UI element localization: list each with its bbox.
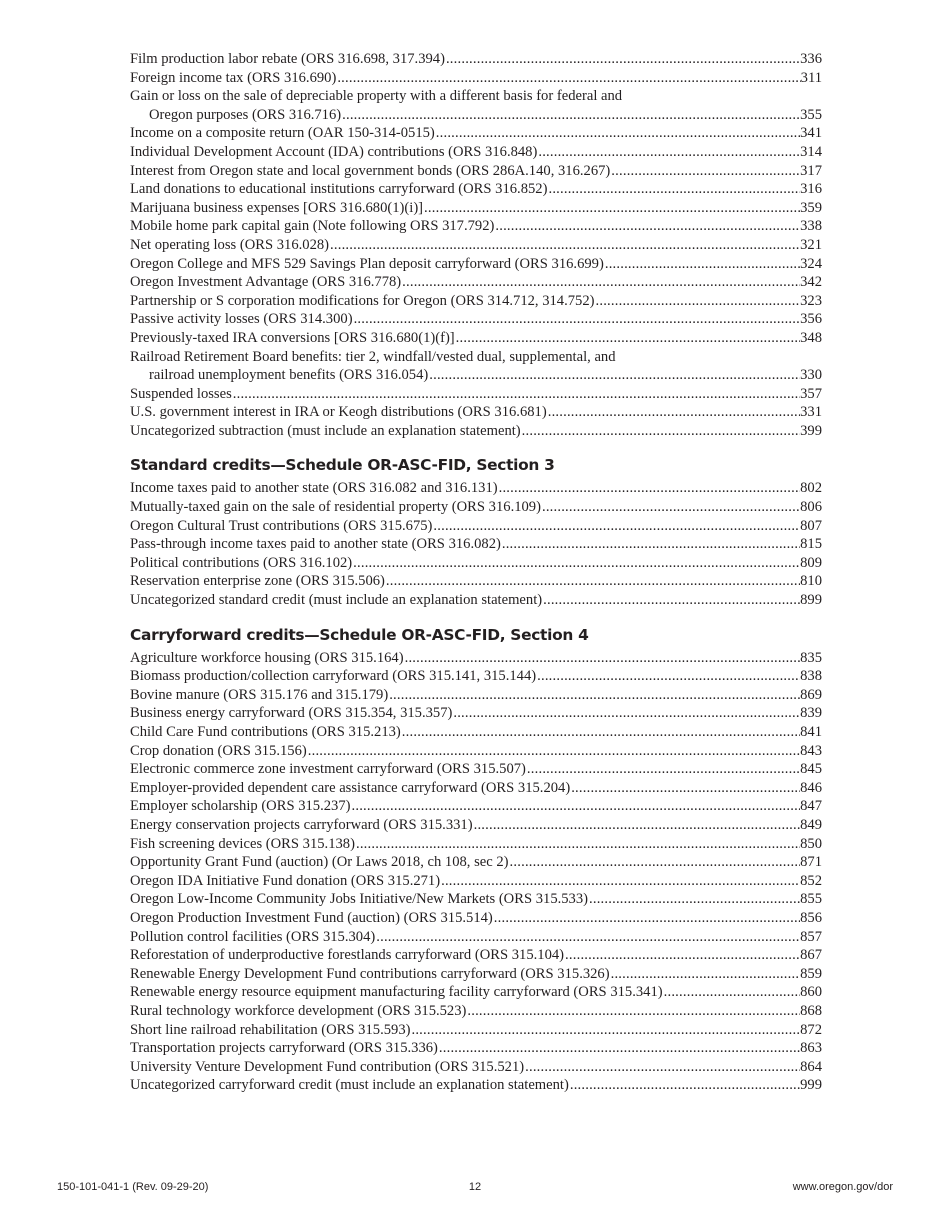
list-item-code: 314 [800, 143, 822, 160]
list-item [130, 217, 822, 236]
list-item-label: Uncategorized carryforward credit (must include an explanation statement) [130, 1077, 569, 1094]
dot-leader [588, 890, 800, 909]
dot-leader [547, 180, 800, 199]
list-item-label: Marijuana business expenses [ORS 316.680(1)(i)] [130, 199, 424, 216]
list-item-code: 999 [800, 1077, 822, 1094]
list-item [130, 106, 822, 125]
list-item [130, 69, 822, 88]
form-number: 150-101-041-1 (Rev. 09-29-20) [57, 1181, 209, 1193]
list-item-code: 847 [800, 798, 822, 815]
list-item-label: Crop donation (ORS 315.156) [130, 742, 307, 759]
list-item [130, 928, 822, 947]
dot-leader [541, 498, 800, 517]
list-item-label: Oregon Investment Advantage (ORS 316.778) [130, 274, 402, 291]
dot-leader [610, 965, 801, 984]
dot-leader [351, 797, 801, 816]
list-item-label: Oregon IDA Initiative Fund donation (ORS 315.271) [130, 872, 441, 889]
list-item-code: 845 [800, 761, 822, 778]
list-item-code: 869 [800, 686, 822, 703]
dot-leader [526, 760, 800, 779]
dot-leader [452, 704, 800, 723]
standard-credits-list [130, 479, 822, 609]
list-item-code: 336 [800, 51, 822, 67]
list-item-label: University Venture Development Fund contribution (ORS 315.521) [130, 1058, 525, 1075]
list-item [130, 180, 822, 199]
list-item-code: 316 [800, 181, 822, 198]
list-item-label: Previously-taxed IRA conversions [ORS 316.680(1)(f)] [130, 329, 455, 346]
list-item-code: 843 [800, 742, 822, 759]
list-item-label: Uncategorized subtraction (must include an explanation statement) [130, 422, 521, 439]
list-item-code: 839 [800, 705, 822, 722]
carryforward-credits-heading: Carryforward credits—Schedule OR-ASC-FID, Section 4 [130, 625, 589, 644]
list-item-label: Income on a composite return (OAR 150-314-0515) [130, 125, 435, 142]
list-item-label: Suspended losses [130, 385, 232, 402]
list-item [130, 554, 822, 573]
list-item [130, 517, 822, 536]
list-item-code: 338 [800, 218, 822, 235]
list-item-code: 846 [800, 779, 822, 796]
list-item-label: Oregon purposes (ORS 316.716) [149, 106, 342, 123]
list-item-code: 841 [800, 724, 822, 740]
dot-leader [595, 292, 801, 311]
list-item-code: 850 [800, 835, 822, 852]
list-item-code: 348 [800, 329, 822, 346]
dot-leader [388, 686, 800, 705]
dot-leader [610, 162, 800, 181]
list-item [130, 723, 822, 742]
list-item [130, 667, 822, 686]
list-item-code: 341 [800, 125, 822, 142]
list-item [130, 797, 822, 816]
dot-leader [375, 928, 800, 947]
dot-leader [569, 1076, 800, 1095]
dot-leader [355, 835, 800, 854]
list-item-label: Renewable Energy Development Fund contributions carryforward (ORS 315.326) [130, 965, 610, 982]
list-item-code: 321 [800, 236, 822, 253]
list-item-code: 838 [800, 668, 822, 685]
list-item [130, 236, 822, 255]
list-item-label: Oregon Low-Income Community Jobs Initiative/New Markets (ORS 315.533) [130, 891, 589, 908]
list-item [130, 779, 822, 798]
dot-leader [493, 909, 800, 928]
list-item-label: U.S. government interest in IRA or Keogh distributions (ORS 316.681) [130, 404, 547, 421]
list-item-label: Employer-provided dependent care assistance carryforward (ORS 315.204) [130, 779, 571, 796]
list-item [130, 422, 822, 441]
dot-leader [353, 310, 801, 329]
page-number: 12 [468, 1181, 482, 1193]
list-item-code: 317 [800, 162, 822, 179]
list-item-label: Net operating loss (ORS 316.028) [130, 236, 330, 253]
dot-leader [404, 649, 801, 668]
list-item-label: Individual Development Account (IDA) contributions (ORS 316.848) [130, 143, 538, 160]
list-item-code: 868 [800, 1002, 822, 1019]
list-item-code: 867 [800, 947, 822, 964]
list-item [130, 704, 822, 723]
dot-leader [521, 422, 800, 441]
list-item [130, 199, 822, 218]
list-item-code: 835 [800, 649, 822, 666]
list-item-code: 311 [800, 69, 822, 86]
list-item-label: Film production labor rebate (ORS 316.698, 317.394) [130, 51, 445, 67]
list-item [130, 498, 822, 517]
dot-leader [232, 385, 800, 404]
list-item-code: 849 [800, 816, 822, 833]
list-item [130, 535, 822, 554]
dot-leader [455, 329, 800, 348]
list-item-label: Biomass production/collection carryforward (ORS 315.141, 315.144) [130, 668, 537, 685]
list-item-label: Interest from Oregon state and local government bonds (ORS 286A.140, 316.267) [130, 162, 611, 179]
list-item-label: Transportation projects carryforward (ORS 315.336) [130, 1040, 438, 1057]
dot-leader [410, 1021, 800, 1040]
list-item-code: 331 [800, 404, 822, 421]
list-item-code: 330 [800, 367, 822, 384]
list-item-label: Bovine manure (ORS 315.176 and 315.179) [130, 686, 389, 703]
dot-leader [536, 667, 800, 686]
list-item-label: Passive activity losses (ORS 314.300) [130, 311, 353, 328]
subtractions-list [130, 50, 822, 440]
list-item [130, 835, 822, 854]
list-item-code: 810 [800, 573, 822, 590]
dot-leader [385, 572, 800, 591]
list-item-label: Political contributions (ORS 316.102) [130, 554, 353, 571]
dot-leader [466, 1002, 800, 1021]
list-item-label-line1: Gain or loss on the sale of depreciable property with a different basis for federal and [130, 88, 623, 105]
list-item-code: 809 [800, 554, 822, 571]
list-item [130, 760, 822, 779]
list-item-label: Partnership or S corporation modifications for Oregon (ORS 314.712, 314.752) [130, 292, 595, 309]
list-item-label: Renewable energy resource equipment manufacturing facility carryforward (ORS 315.341) [130, 984, 663, 1001]
list-item-code: 357 [800, 385, 822, 402]
dot-leader [663, 983, 800, 1002]
list-item [130, 310, 822, 329]
dot-leader [604, 255, 800, 274]
dot-leader [438, 1039, 800, 1058]
dot-leader [509, 853, 801, 872]
list-item [130, 872, 822, 891]
list-item-label: Pass-through income taxes paid to another state (ORS 316.082) [130, 536, 501, 553]
list-item-code: 399 [800, 422, 822, 439]
list-item-label: Pollution control facilities (ORS 315.304) [130, 928, 376, 945]
list-item-code: 806 [800, 499, 822, 516]
list-item-label: Mobile home park capital gain (Note following ORS 317.792) [130, 218, 495, 235]
list-item [130, 965, 822, 984]
dot-leader [440, 872, 800, 891]
list-item [130, 591, 822, 610]
list-item-code: 899 [800, 592, 822, 609]
list-item-code: 857 [800, 928, 822, 945]
list-item [130, 273, 822, 292]
list-item [130, 686, 822, 705]
carryforward-credits-list [130, 649, 822, 1095]
dot-leader [564, 946, 800, 965]
list-item [130, 366, 822, 385]
list-item-code: 359 [800, 199, 822, 216]
list-item-code: 807 [800, 517, 822, 534]
list-item [130, 572, 822, 591]
list-item [130, 403, 822, 422]
list-item-label: Oregon Production Investment Fund (auction) (ORS 315.514) [130, 909, 493, 926]
list-item-label-line1: Railroad Retirement Board benefits: tier 2, windfall/vested dual, supplemental, and [130, 348, 616, 365]
list-item-code: 856 [800, 909, 822, 926]
dot-leader [432, 517, 800, 536]
list-item-label: Uncategorized standard credit (must include an explanation statement) [130, 592, 543, 609]
list-item [130, 124, 822, 143]
dot-leader [423, 199, 800, 218]
standard-credits-heading: Standard credits—Schedule OR-ASC-FID, Section 3 [130, 456, 555, 475]
list-item [130, 143, 822, 162]
list-item [130, 1002, 822, 1021]
list-item-label: Rural technology workforce development (ORS 315.523) [130, 1002, 467, 1019]
list-item [130, 909, 822, 928]
list-item [130, 890, 822, 909]
list-item-label: Mutually-taxed gain on the sale of residential property (ORS 316.109) [130, 499, 541, 516]
list-item-code: 872 [800, 1021, 822, 1038]
dot-leader [341, 106, 800, 125]
dot-leader [352, 554, 800, 573]
dot-leader [501, 535, 800, 554]
list-item [130, 1058, 822, 1077]
list-item-label: Child Care Fund contributions (ORS 315.213) [130, 724, 401, 740]
list-item-code: 855 [800, 891, 822, 908]
list-item-label: Agriculture workforce housing (ORS 315.164) [130, 649, 404, 666]
list-item [130, 50, 822, 69]
dot-leader [542, 591, 800, 610]
list-item-label: Opportunity Grant Fund (auction) (Or Laws 2018, ch 108, sec 2) [130, 854, 509, 871]
dot-leader [401, 723, 800, 742]
list-item-code: 342 [800, 274, 822, 291]
list-item-label: Electronic commerce zone investment carryforward (ORS 315.507) [130, 761, 526, 778]
list-item [130, 255, 822, 274]
list-item-code: 356 [800, 311, 822, 328]
list-item-label: Income taxes paid to another state (ORS 316.082 and 316.131) [130, 480, 498, 497]
list-item-code: 323 [800, 292, 822, 309]
list-item-code: 324 [800, 255, 822, 272]
list-item [130, 1021, 822, 1040]
dot-leader [524, 1058, 800, 1077]
list-item-label: Oregon College and MFS 529 Savings Plan deposit carryforward (ORS 316.699) [130, 255, 604, 272]
list-item-code: 871 [800, 854, 822, 871]
dot-leader [547, 403, 800, 422]
list-item-code: 815 [800, 536, 822, 553]
list-item-label: railroad unemployment benefits (ORS 316.054) [149, 367, 429, 384]
document-body [130, 50, 822, 1095]
list-item-label: Reforestation of underproductive forestlands carryforward (ORS 315.104) [130, 947, 565, 964]
list-item-code: 864 [800, 1058, 822, 1075]
dot-leader [435, 124, 800, 143]
list-item [130, 479, 822, 498]
list-item [130, 853, 822, 872]
list-item-code: 859 [800, 965, 822, 982]
list-item-label: Reservation enterprise zone (ORS 315.506) [130, 573, 385, 590]
list-item [130, 385, 822, 404]
list-item-label: Business energy carryforward (ORS 315.354, 315.357) [130, 705, 453, 722]
list-item-label: Land donations to educational institutions carryforward (ORS 316.852) [130, 181, 548, 198]
list-item [130, 983, 822, 1002]
list-item [130, 1076, 822, 1095]
list-item [130, 292, 822, 311]
list-item-code: 860 [800, 984, 822, 1001]
list-item [130, 816, 822, 835]
dot-leader [570, 779, 800, 798]
list-item-label: Fish screening devices (ORS 315.138) [130, 835, 355, 852]
dot-leader [445, 50, 800, 69]
list-item-code: 852 [800, 872, 822, 889]
list-item [130, 946, 822, 965]
list-item [130, 649, 822, 668]
list-item-label: Employer scholarship (ORS 315.237) [130, 798, 351, 815]
dot-leader [498, 479, 801, 498]
dot-leader [336, 69, 800, 88]
dot-leader [307, 742, 800, 761]
list-item [130, 1039, 822, 1058]
list-item [130, 329, 822, 348]
dot-leader [329, 236, 800, 255]
dot-leader [401, 273, 800, 292]
dot-leader [473, 816, 801, 835]
list-item-code: 863 [800, 1040, 822, 1057]
list-item-label: Short line railroad rehabilitation (ORS 315.593) [130, 1021, 411, 1038]
list-item-code: 355 [800, 106, 822, 123]
website-link[interactable]: www.oregon.gov/dor [792, 1181, 893, 1193]
list-item [130, 742, 822, 761]
dot-leader [494, 217, 800, 236]
list-item-label: Oregon Cultural Trust contributions (ORS 315.675) [130, 517, 433, 534]
list-item-code: 802 [800, 480, 822, 497]
dot-leader [537, 143, 800, 162]
list-item [130, 162, 822, 181]
list-item-label: Foreign income tax (ORS 316.690) [130, 69, 337, 86]
dot-leader [428, 366, 800, 385]
list-item-label: Energy conservation projects carryforward (ORS 315.331) [130, 816, 473, 833]
